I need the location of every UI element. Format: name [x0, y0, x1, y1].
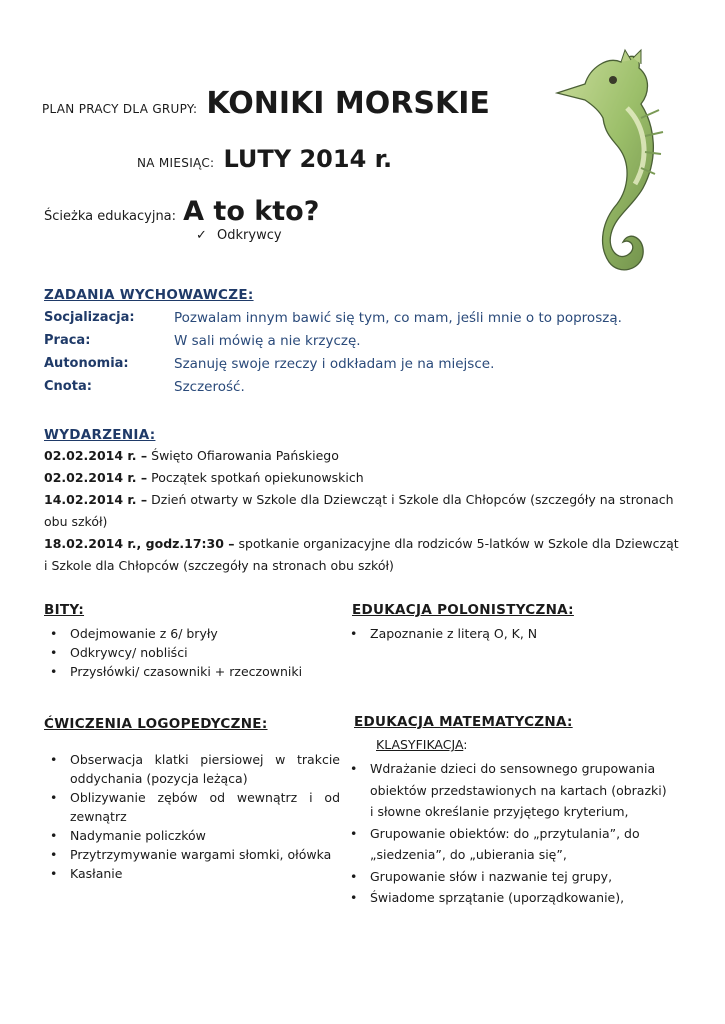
list-item: • Nadymanie policzków — [70, 826, 340, 845]
list-item: • Oblizywanie zębów od wewnątrz i od zewnątrz — [70, 788, 340, 826]
polonistyczna-list — [344, 624, 700, 643]
check-item: Odkrywcy — [217, 228, 282, 243]
event-date: 02.02.2014 r. – — [44, 448, 148, 463]
event-text: Dzień otwarty w Szkole dla Dziewcząt i Szkole dla Chłopców (szczegóły na stronach obu szkół) — [44, 492, 674, 529]
task-value: Szczerość. — [174, 379, 245, 395]
task-value: Szanuję swoje rzeczy i odkładam je na miejsce. — [174, 356, 495, 372]
list-item: • Świadome sprzątanie (uporządkowanie), — [370, 887, 670, 909]
plan-label: PLAN PRACY DLA GRUPY: — [42, 102, 198, 116]
event-item — [44, 467, 684, 489]
task-row — [44, 379, 684, 402]
list-item: • Grupowanie słów i nazwanie tej grupy, — [370, 866, 670, 888]
event-item — [44, 489, 684, 533]
events-heading: WYDARZENIA: — [44, 427, 156, 443]
check-icon: ✓ — [196, 228, 207, 243]
list-item: • Wdrażanie dzieci do sensownego grupowania obiektów przedstawionych na kartach (obrazki) i słowne określanie przyjętego kryterium, — [370, 758, 670, 823]
list-item: • Przysłówki/ czasowniki + rzeczowniki — [70, 662, 360, 681]
task-label: Cnota: — [44, 379, 92, 394]
month-line — [137, 145, 392, 173]
list-item: • Grupowanie obiektów: do „przytulania”, do „siedzenia”, do „ubierania się”, — [370, 823, 670, 866]
month-value: LUTY 2014 r. — [223, 145, 393, 173]
tasks-heading: ZADANIA WYCHOWAWCZE: — [44, 287, 254, 303]
task-value: W sali mówię a nie krzyczę. — [174, 333, 361, 349]
bity-heading: BITY: — [44, 602, 85, 618]
list-item: • Odejmowanie z 6/ bryły — [70, 624, 360, 643]
klasyfikacja-label: KLASYFIKACJA — [376, 737, 464, 752]
klasyfikacja-subheading — [376, 737, 468, 752]
polonistyczna-heading: EDUKACJA POLONISTYCZNA: — [352, 602, 574, 618]
matematyczna-heading-text: EDUKACJA MATEMATYCZNA: — [354, 714, 573, 730]
matematyczna-heading — [354, 714, 573, 730]
events-list — [44, 445, 684, 577]
plan-title — [42, 86, 490, 121]
event-date: 14.02.2014 r. – — [44, 492, 148, 507]
check-line — [196, 228, 282, 243]
path-label: Ścieżka edukacyjna: — [44, 209, 177, 224]
task-label: Praca: — [44, 333, 91, 348]
event-item — [44, 533, 684, 577]
logopedyczne-list — [44, 750, 340, 883]
list-item: • Odkrywcy/ nobliści — [70, 643, 360, 662]
klasyfikacja-colon: : — [463, 737, 468, 752]
group-name: KONIKI MORSKIE — [206, 86, 490, 121]
tasks-table — [44, 310, 684, 402]
bity-list — [44, 624, 360, 681]
task-row — [44, 310, 684, 333]
list-item: • Przytrzymywanie wargami słomki, ołówka — [70, 845, 340, 864]
event-text: spotkanie organizacyjne dla rodziców 5-latków w Szkole dla Dziewcząt i Szkole dla Chłopców (szczegóły na stronach obu szkół) — [44, 536, 679, 573]
path-line — [44, 196, 319, 227]
logopedyczne-heading: ĆWICZENIA LOGOPEDYCZNE: — [44, 716, 268, 732]
seahorse-illustration — [555, 48, 685, 288]
event-date: 02.02.2014 r. – — [44, 470, 148, 485]
event-text: Święto Ofiarowania Pańskiego — [147, 448, 339, 463]
list-item: • Kasłanie — [70, 864, 340, 883]
task-row — [44, 333, 684, 356]
path-value: A to kto? — [183, 196, 320, 227]
list-item: • Zapoznanie z literą O, K, N — [370, 624, 700, 643]
event-item — [44, 445, 684, 467]
event-text: Początek spotkań opiekunowskich — [147, 470, 364, 485]
list-item: • Obserwacja klatki piersiowej w trakcie oddychania (pozycja leżąca) — [70, 750, 340, 788]
task-row — [44, 356, 684, 379]
task-label: Autonomia: — [44, 356, 129, 371]
task-label: Socjalizacja: — [44, 310, 135, 325]
task-value: Pozwalam innym bawić się tym, co mam, jeśli mnie o to poproszą. — [174, 310, 622, 326]
month-label: NA MIESIĄC: — [137, 156, 215, 170]
event-date: 18.02.2014 r., godz.17:30 – — [44, 536, 235, 551]
matematyczna-list — [344, 758, 670, 909]
